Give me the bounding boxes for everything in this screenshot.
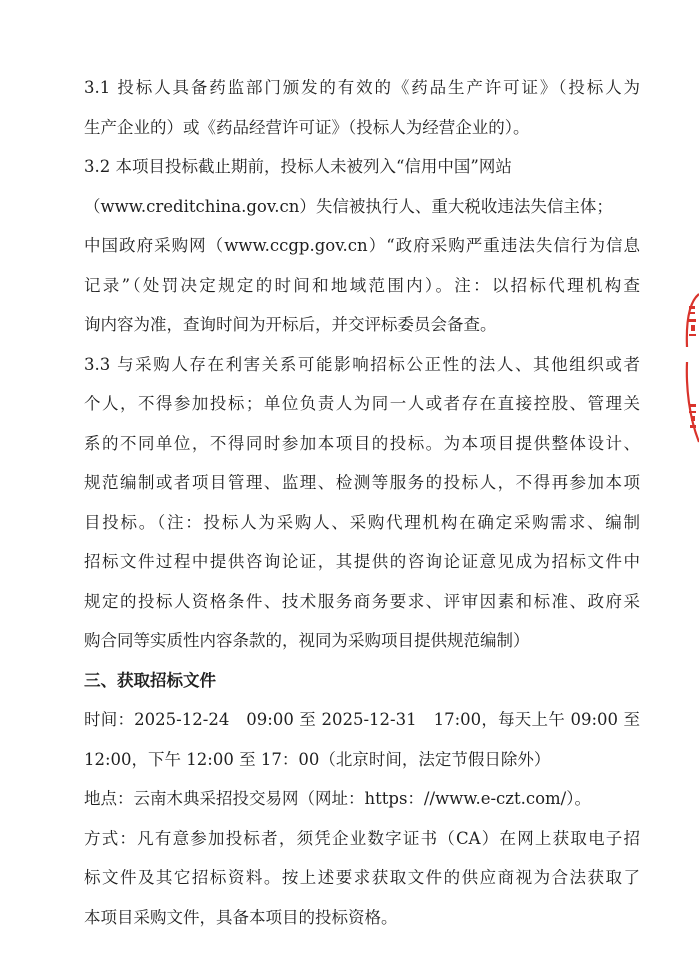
paragraph-line: 目投标。（注：投标人为采购人、采购代理机构在确定采购需求、编制 [84,512,640,532]
paragraph-line: 购合同等实质性内容条款的，视同为采购项目提供规范编制） [84,631,530,650]
paragraph-line: 中国政府采购网（www.ccgp.gov.cn）“政府采购严重违法失信行为信息 [84,236,640,255]
paragraph-line: 地点：云南木典采招投交易网（网址：https：//www.e-czt.com/）。 [84,789,591,808]
paragraph-line: 记录”（处罚决定规定的时间和地域范围内）。注：以招标代理机构查 [84,275,640,295]
paragraph-line: 招标文件过程中提供咨询论证，其提供的咨询论证意见成为招标文件中 [84,552,640,571]
paragraph-line: 系的不同单位，不得同时参加本项目的投标。为本项目提供整体设计、 [84,433,640,453]
seal-stamp-fragment [681,292,699,452]
paragraph-line: 生产企业的）或《药品经营许可证》（投标人为经营企业的）。 [84,117,530,137]
seal-stamp-icon [681,292,699,452]
paragraph-line: 个人，不得参加投标；单位负责人为同一人或者存在直接控股、管理关 [84,394,640,413]
paragraph-line: （www.creditchina.gov.cn）失信被执行人、重大税收违法失信主体； [84,196,613,216]
paragraph-line: 3.1 投标人具备药监部门颁发的有效的《药品生产许可证》（投标人为 [84,78,640,97]
paragraph-line: 时间：2025-12-24 09:00 至 2025-12-31 17:00，每天上午 09:00 至 [84,710,640,729]
paragraph-line: 3.3 与采购人存在利害关系可能影响招标公正性的法人、其他组织或者 [84,354,640,374]
section-heading: 三、获取招标文件 [84,670,216,690]
paragraph-line: 规定的投标人资格条件、技术服务商务要求、评审因素和标准、政府采 [84,591,640,611]
paragraph-line: 标文件及其它招标资料。按上述要求获取文件的供应商视为合法获取了 [84,868,640,887]
document-body [84,68,640,937]
paragraph-line: 本项目采购文件，具备本项目的投标资格。 [84,907,398,927]
paragraph-line: 方式：凡有意参加投标者，须凭企业数字证书（CA）在网上获取电子招 [84,828,640,848]
paragraph-line: 12:00，下午 12:00 至 17：00（北京时间，法定节假日除外） [84,749,551,769]
paragraph-line: 询内容为准，查询时间为开标后，并交评标委员会备查。 [84,315,497,334]
paragraph-line: 3.2 本项目投标截止期前，投标人未被列入“信用中国”网站 [84,157,512,176]
paragraph-line: 规范编制或者项目管理、监理、检测等服务的投标人，不得再参加本项 [84,473,640,492]
